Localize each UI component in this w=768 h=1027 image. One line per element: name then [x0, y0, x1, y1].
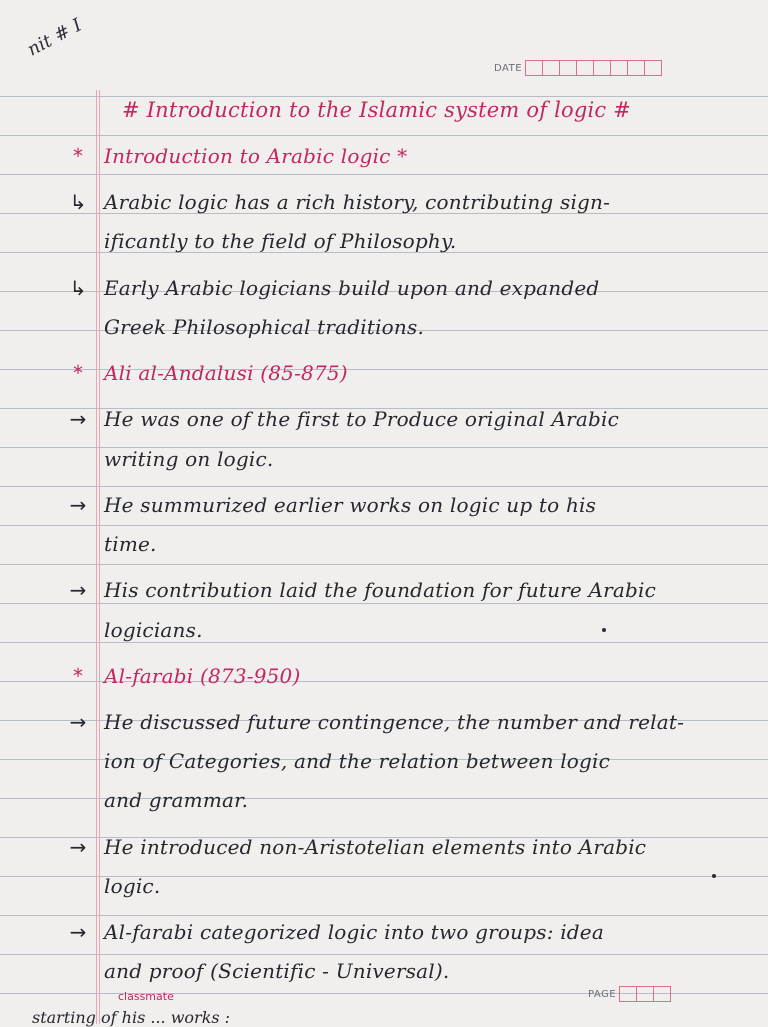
- bullet-arrow: →: [69, 834, 87, 859]
- section-heading: Introduction to Arabic logic *: [104, 144, 408, 168]
- section-heading: Ali al-Andalusi (85-875): [104, 361, 348, 386]
- margin-line-left: [96, 0, 97, 1024]
- ink-dot: [712, 874, 716, 878]
- note-line: Early Arabic logicians build upon and expanded: [104, 275, 600, 300]
- section-marker: *: [73, 663, 83, 688]
- bullet-arrow: →: [69, 710, 87, 735]
- brand-logo: classmate: [118, 990, 174, 1003]
- note-line: His contribution laid the foundation for future Arabic: [104, 578, 657, 603]
- page-box: [619, 986, 637, 1002]
- date-box: [542, 60, 560, 76]
- note-line: and grammar.: [104, 788, 249, 813]
- note-line: writing on logic.: [104, 446, 274, 471]
- note-line: He was one of the first to Produce original Arabic: [104, 407, 619, 432]
- bullet-arrow: →: [69, 920, 87, 945]
- note-line: logicians.: [104, 617, 203, 642]
- date-box: [610, 60, 628, 76]
- page-number-field: [588, 986, 671, 1002]
- margin-line-right: [99, 0, 100, 1024]
- date-field: [494, 60, 662, 76]
- date-label: DATE: [494, 62, 523, 74]
- note-line: ificantly to the field of Philosophy.: [104, 229, 457, 254]
- page-box: [636, 986, 654, 1002]
- date-box: [559, 60, 577, 76]
- page-title: # Introduction to the Islamic system of logic #: [122, 98, 632, 122]
- note-line: and proof (Scientific - Universal).: [104, 959, 450, 984]
- note-line: Arabic logic has a rich history, contributing sign-: [104, 190, 611, 215]
- next-page-text: starting of his ... works :: [32, 1008, 231, 1027]
- note-line: He discussed future contingence, the number and relat-: [104, 710, 685, 735]
- ink-dot: [602, 628, 606, 632]
- note-line: Al-farabi categorized logic into two groups: idea: [104, 920, 604, 945]
- note-line: time.: [104, 532, 157, 557]
- section-marker: *: [73, 361, 83, 386]
- bullet-arrow: ↳: [69, 190, 87, 215]
- section-heading: Al-farabi (873-950): [104, 663, 301, 688]
- unit-label: nit # I: [24, 14, 86, 61]
- date-box: [593, 60, 611, 76]
- note-line: He summurized earlier works on logic up to his: [104, 492, 597, 517]
- bullet-arrow: ↳: [69, 275, 87, 300]
- note-line: ion of Categories, and the relation between logic: [104, 749, 611, 774]
- page-box: [653, 986, 671, 1002]
- note-line: logic.: [104, 873, 161, 898]
- date-box: [525, 60, 543, 76]
- page-header-area: [0, 0, 768, 90]
- date-box: [576, 60, 594, 76]
- bullet-arrow: →: [69, 578, 87, 603]
- note-line: Greek Philosophical traditions.: [104, 314, 425, 339]
- bullet-arrow: →: [69, 492, 87, 517]
- bullet-arrow: →: [69, 407, 87, 432]
- section-marker: *: [73, 144, 83, 168]
- page-boxes: [620, 986, 671, 1002]
- date-box: [644, 60, 662, 76]
- note-line: He introduced non-Aristotelian elements into Arabic: [104, 834, 647, 859]
- date-box: [627, 60, 645, 76]
- date-boxes: [526, 60, 662, 76]
- page-label: PAGE: [588, 988, 617, 1000]
